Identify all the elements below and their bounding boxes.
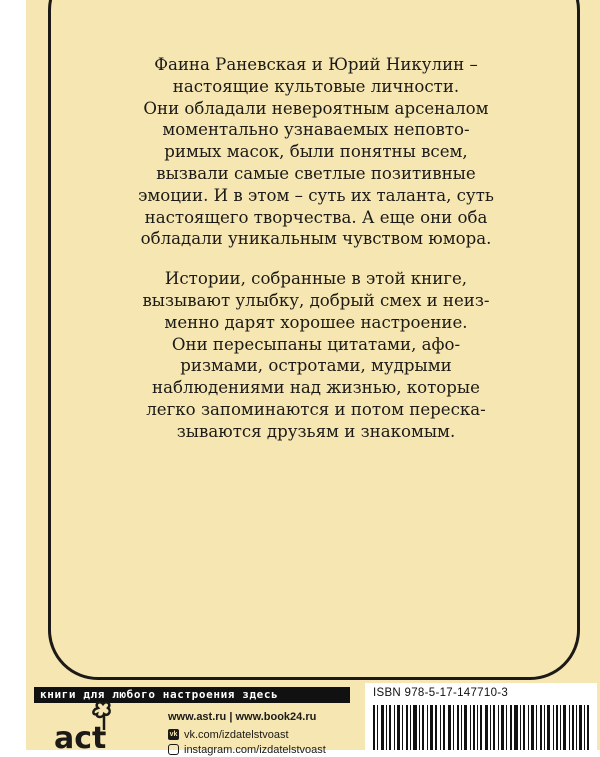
blurb-line: менно дарят хорошее настроение. [164,312,468,332]
vk-link-row[interactable] [168,727,326,742]
blurb-line: моментально узнаваемых неповто- [162,120,470,140]
blurb-line: наблюдениями над жизнью, которые [152,378,480,398]
blurb-line: легко запоминаются и потом переска- [146,399,486,419]
blurb-line: зываются друзьям и знакомым. [176,421,456,441]
blurb-line: настоящего творчества. А еще они оба [144,207,488,227]
blurb-line: настоящие культовые личности. [172,76,460,96]
social-links [168,727,326,757]
blurb-paragraph-2 [76,268,556,442]
vk-link[interactable]: vk.com/izdatelstvoast [184,728,289,741]
blurb-line: вызвали самые светлые позитивные [156,163,476,183]
blurb-line: Фаина Раневская и Юрий Никулин – [154,55,478,74]
blurb-line: обладали уникальным чувством юмора. [140,229,492,249]
blurb-line: Они пересыпаны цитатами, афо- [171,334,461,354]
blurb-line: ризмами, остротами, мудрыми [180,356,452,376]
logo-text: act [54,721,107,750]
blurb-paragraph-1 [76,54,556,250]
blurb-line: римых масок, были понятны всем, [164,142,468,162]
isbn-block [365,683,597,750]
instagram-link[interactable]: instagram.com/izdatelstvoast [184,743,326,756]
ast-logo-icon [52,700,122,750]
publisher-websites[interactable]: www.ast.ru | www.book24.ru [168,711,317,723]
vk-icon: vk [168,729,179,740]
barcode-icon [373,705,589,750]
blurb-line: Они обладали невероятным арсеналом [143,98,489,118]
blurb-text [76,54,556,443]
blurb-line: эмоции. И в этом – суть их таланта, суть [138,185,494,205]
isbn-number: ISBN 978-5-17-147710-3 [373,687,509,699]
book-back-cover [26,0,600,750]
publisher-slogan: книги для любого настроения здесь [34,687,350,703]
blurb-line: Истории, собранные в этой книге, [164,269,468,289]
blurb-line: вызывают улыбку, добрый смех и неиз- [142,290,490,310]
